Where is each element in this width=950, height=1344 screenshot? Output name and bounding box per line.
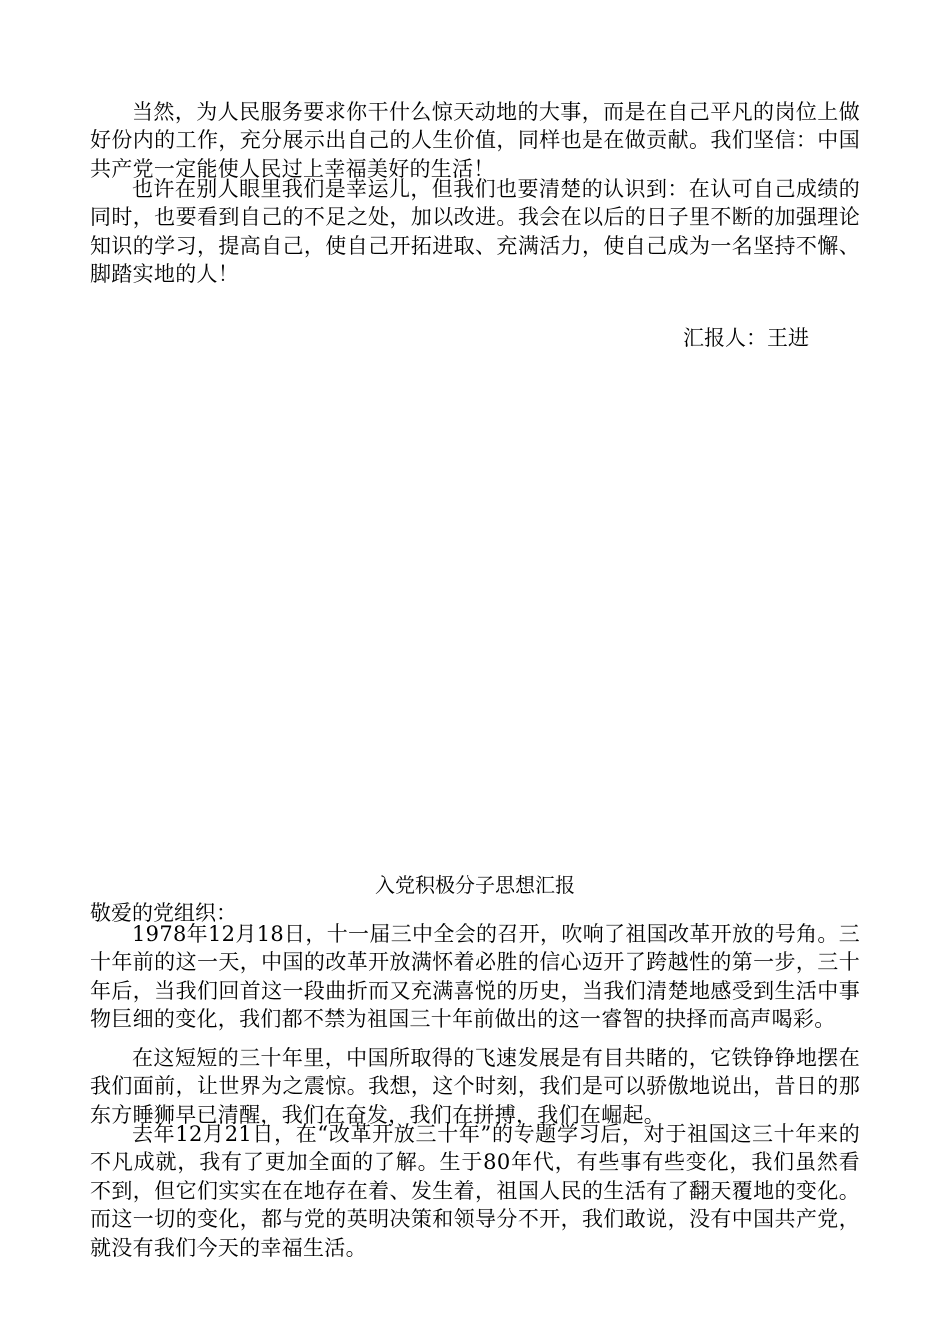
body-paragraph: 1978年12月18日，十一届三中全会的召开，吹响了祖国改革开放的号角。三十年前的这一天，中国的改革开放满怀着必胜的信心迈开了跨越性的第一步，三十年后，当我们回首这一段曲折而又充满喜悦的历史，当我们清楚地感受到生活中事物巨细的变化，我们都不禁为祖国三十年前做出的这一睿智的抉择而高声喝彩。: [90, 922, 860, 1032]
document-title: 入党积极分子思想汇报: [375, 873, 575, 897]
body-paragraph: 也许在别人眼里我们是幸运儿，但我们也要清楚的认识到：在认可自己成绩的同时，也要看到自己的不足之处，加以改进。我会在以后的日子里不断的加强理论知识的学习，提高自己，使自己开拓进取、充满活力，使自己成为一名坚持不懈、脚踏实地的人！: [90, 177, 860, 287]
body-paragraph: 在这短短的三十年里，中国所取得的飞速发展是有目共睹的，它铁铮铮地摆在我们面前，让世界为之震惊。我想，这个时刻，我们是可以骄傲地说出，昔日的那东方睡狮早已清醒，我们在奋发，我们在拼搏，我们在崛起。: [90, 1046, 860, 1127]
salutation: 敬爱的党组织：: [90, 901, 237, 925]
reporter-signature: 汇报人：王进: [683, 326, 809, 350]
body-paragraph: 当然，为人民服务要求你干什么惊天动地的大事，而是在自己平凡的岗位上做好份内的工作，充分展示出自己的人生价值，同样也是在做贡献。我们坚信：中国共产党一定能使人民过上幸福美好的生活！: [90, 100, 860, 181]
body-paragraph: 去年12月21日，在“改革开放三十年”的专题学习后，对于祖国这三十年来的不凡成就，我有了更加全面的了解。生于80年代，有些事有些变化，我们虽然看不到，但它们实实在在地存在着、发生着，祖国人民的生活有了翻天覆地的变化。而这一切的变化，都与党的英明决策和领导分不开，我们敢说，没有中国共产党，就没有我们今天的幸福生活。: [90, 1122, 860, 1260]
